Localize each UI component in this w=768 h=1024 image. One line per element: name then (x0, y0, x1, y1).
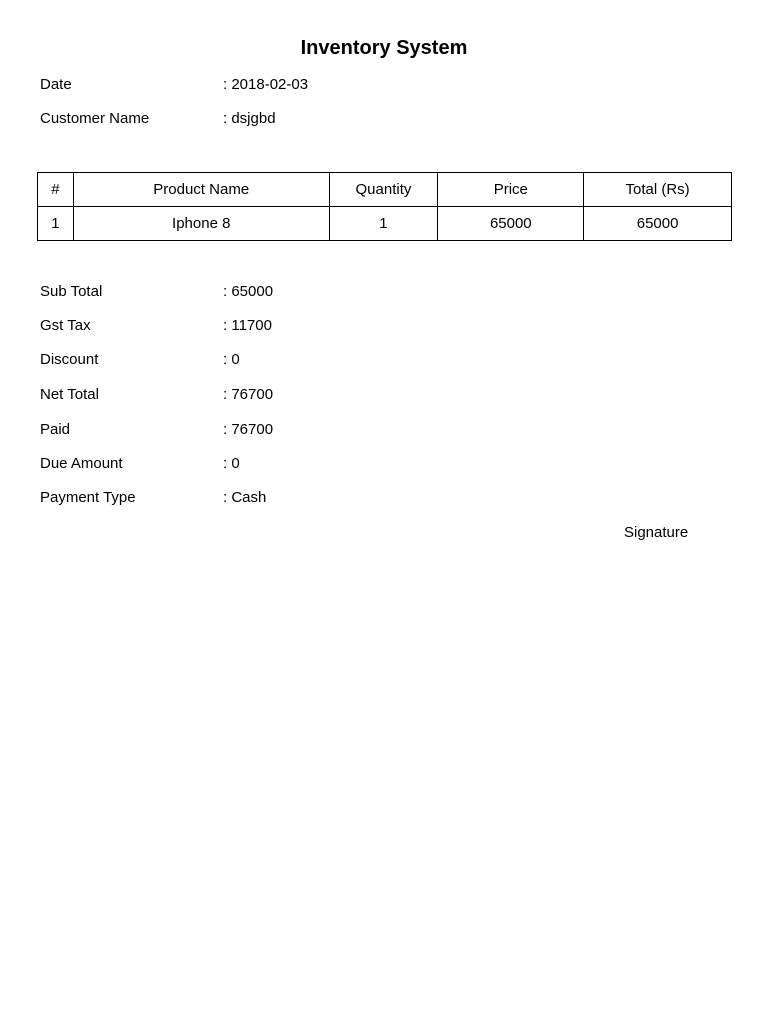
signature-label: Signature (624, 524, 689, 541)
paid-value: : 76700 (223, 421, 274, 438)
column-header-product-name: Product Name (73, 173, 329, 207)
document-title: Inventory System (300, 37, 468, 59)
items-table (37, 172, 732, 241)
gst-tax-value: : 11700 (223, 317, 272, 334)
sub-total-value: : 65000 (223, 283, 274, 300)
column-header-number: # (38, 173, 74, 207)
net-total-label: Net Total (40, 386, 99, 403)
date-value: : 2018-02-03 (223, 76, 309, 93)
customer-name-label: Customer Name (40, 110, 150, 127)
column-header-price: Price (438, 173, 584, 207)
cell-number: 1 (38, 207, 74, 241)
due-amount-value: : 0 (223, 455, 240, 472)
discount-label: Discount (40, 351, 99, 368)
cell-product-name: Iphone 8 (73, 207, 329, 241)
cell-price: 65000 (438, 207, 584, 241)
table-header-row (38, 173, 732, 207)
net-total-value: : 76700 (223, 386, 274, 403)
paid-label: Paid (40, 421, 71, 438)
payment-type-value: : Cash (223, 489, 267, 506)
date-label: Date (40, 76, 72, 93)
cell-quantity: 1 (329, 207, 438, 241)
customer-name-value: : dsjgbd (223, 110, 276, 127)
payment-type-label: Payment Type (40, 489, 136, 506)
discount-value: : 0 (223, 351, 240, 368)
table-row (38, 207, 732, 241)
due-amount-label: Due Amount (40, 455, 123, 472)
column-header-total: Total (Rs) (584, 173, 732, 207)
cell-total: 65000 (584, 207, 732, 241)
column-header-quantity: Quantity (329, 173, 438, 207)
sub-total-label: Sub Total (40, 283, 103, 300)
gst-tax-label: Gst Tax (40, 317, 91, 334)
